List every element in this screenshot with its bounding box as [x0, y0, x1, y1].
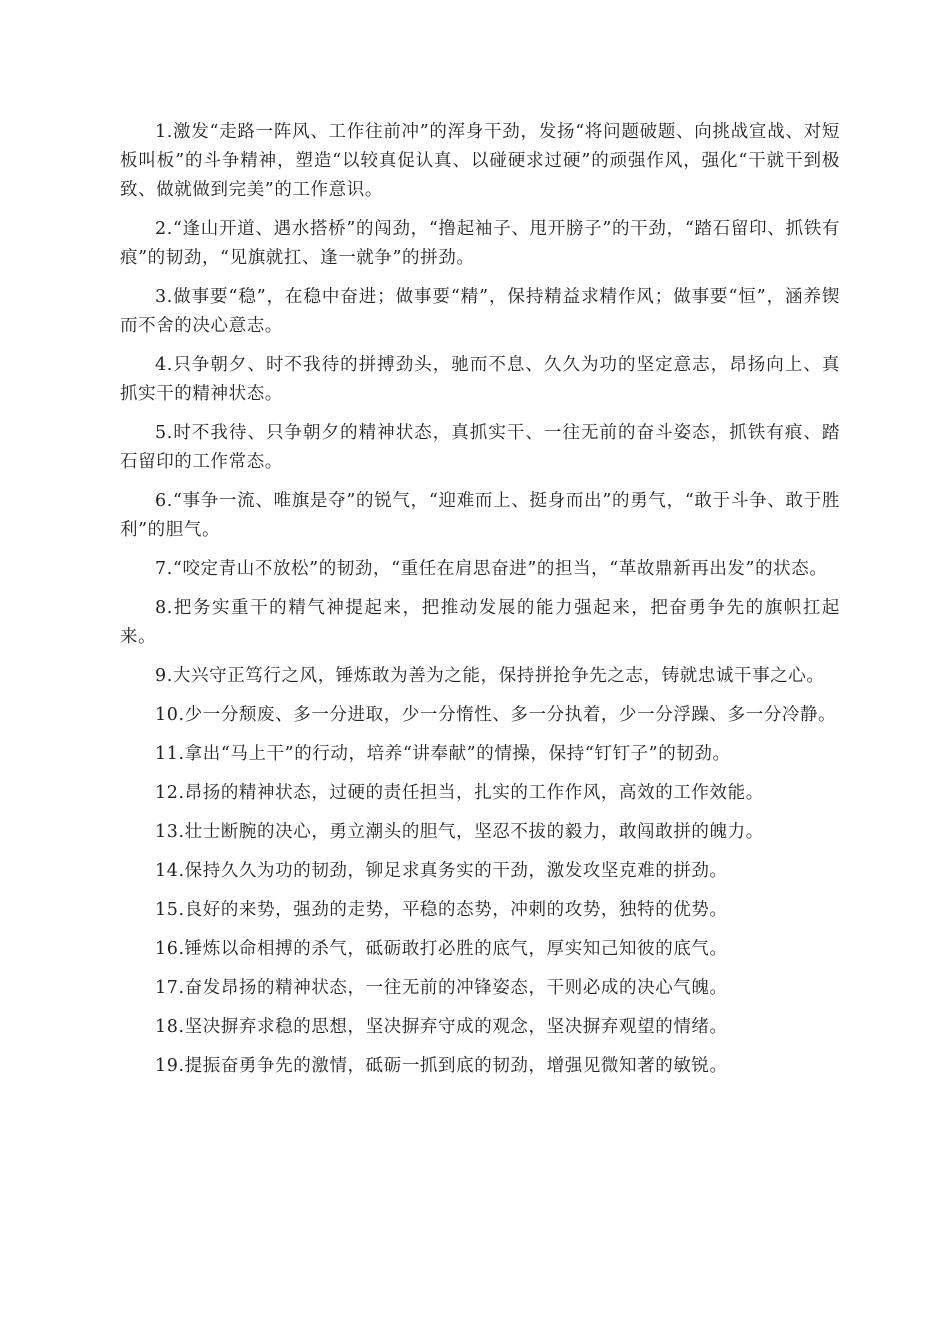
paragraph-9: 9.大兴守正笃行之风，锤炼敢为善为之能，保持拼抢争先之志，铸就忠诚干事之心。 — [155, 666, 825, 686]
paragraph-5: 5.时不我待、只争朝夕的精神状态，真抓实干、一往无前的奋斗姿态，抓铁有痕、踏石留印的工作常态。 — [120, 423, 840, 472]
paragraph-16: 16.锤炼以命相搏的杀气，砥砺敢打必胜的底气，厚实知己知彼的底气。 — [155, 939, 728, 959]
paragraph-7: 7.“咬定青山不放松”的韧劲，“重任在肩思奋进”的担当，“革故鼎新再出发”的状态。 — [155, 559, 828, 579]
paragraph-14: 14.保持久久为功的韧劲，铆足求真务实的干劲，激发攻坚克难的拼劲。 — [155, 861, 728, 881]
paragraph-3: 3.做事要“稳”，在稳中奋进；做事要“精”，保持精益求精作风；做事要“恒”，涵养锲而不舍的决心意志。 — [120, 287, 840, 336]
paragraph-2: 2.“逢山开道、遇水搭桥”的闯劲，“撸起袖子、甩开膀子”的干劲，“踏石留印、抓铁有痕”的韧劲，“见旗就扛、逢一就争”的拼劲。 — [120, 219, 840, 268]
paragraph-1: 1.激发“走路一阵风、工作往前冲”的浑身干劲，发扬“将问题破题、向挑战宣战、对短板叫板”的斗争精神，塑造“以较真促认真、以碰硬求过硬”的顽强作风，强化“干就干到极致、做就做到完美”的工作意识。 — [120, 122, 840, 200]
paragraph-10: 10.少一分颓废、多一分进取，少一分惰性、多一分执着，少一分浮躁、多一分冷静。 — [155, 705, 837, 725]
paragraph-6: 6.“事争一流、唯旗是夺”的锐气，“迎难而上、挺身而出”的勇气，“敢于斗争、敢于胜利”的胆气。 — [120, 491, 840, 540]
paragraph-11: 11.拿出“马上干”的行动，培养“讲奉献”的情操，保持“钉钉子”的韧劲。 — [155, 744, 731, 764]
document-body — [120, 118, 840, 1091]
paragraph-13: 13.壮士断腕的决心，勇立潮头的胆气，坚忍不拔的毅力，敢闯敢拼的魄力。 — [155, 822, 764, 842]
paragraph-17: 17.奋发昂扬的精神状态，一往无前的冲锋姿态，干则必成的决心气魄。 — [155, 978, 728, 998]
paragraph-19: 19.提振奋勇争先的激情，砥砺一抓到底的韧劲，增强见微知著的敏锐。 — [155, 1056, 728, 1076]
paragraph-12: 12.昂扬的精神状态，过硬的责任担当，扎实的工作作风，高效的工作效能。 — [155, 783, 764, 803]
paragraph-18: 18.坚决摒弃求稳的思想，坚决摒弃守成的观念，坚决摒弃观望的情绪。 — [155, 1017, 728, 1037]
paragraph-15: 15.良好的来势，强劲的走势，平稳的态势，冲刺的攻势，独特的优势。 — [155, 900, 728, 920]
paragraph-8: 8.把务实重干的精气神提起来，把推动发展的能力强起来，把奋勇争先的旗帜扛起来。 — [120, 598, 840, 647]
paragraph-4: 4.只争朝夕、时不我待的拼搏劲头，驰而不息、久久为功的坚定意志，昂扬向上、真抓实干的精神状态。 — [120, 355, 840, 404]
